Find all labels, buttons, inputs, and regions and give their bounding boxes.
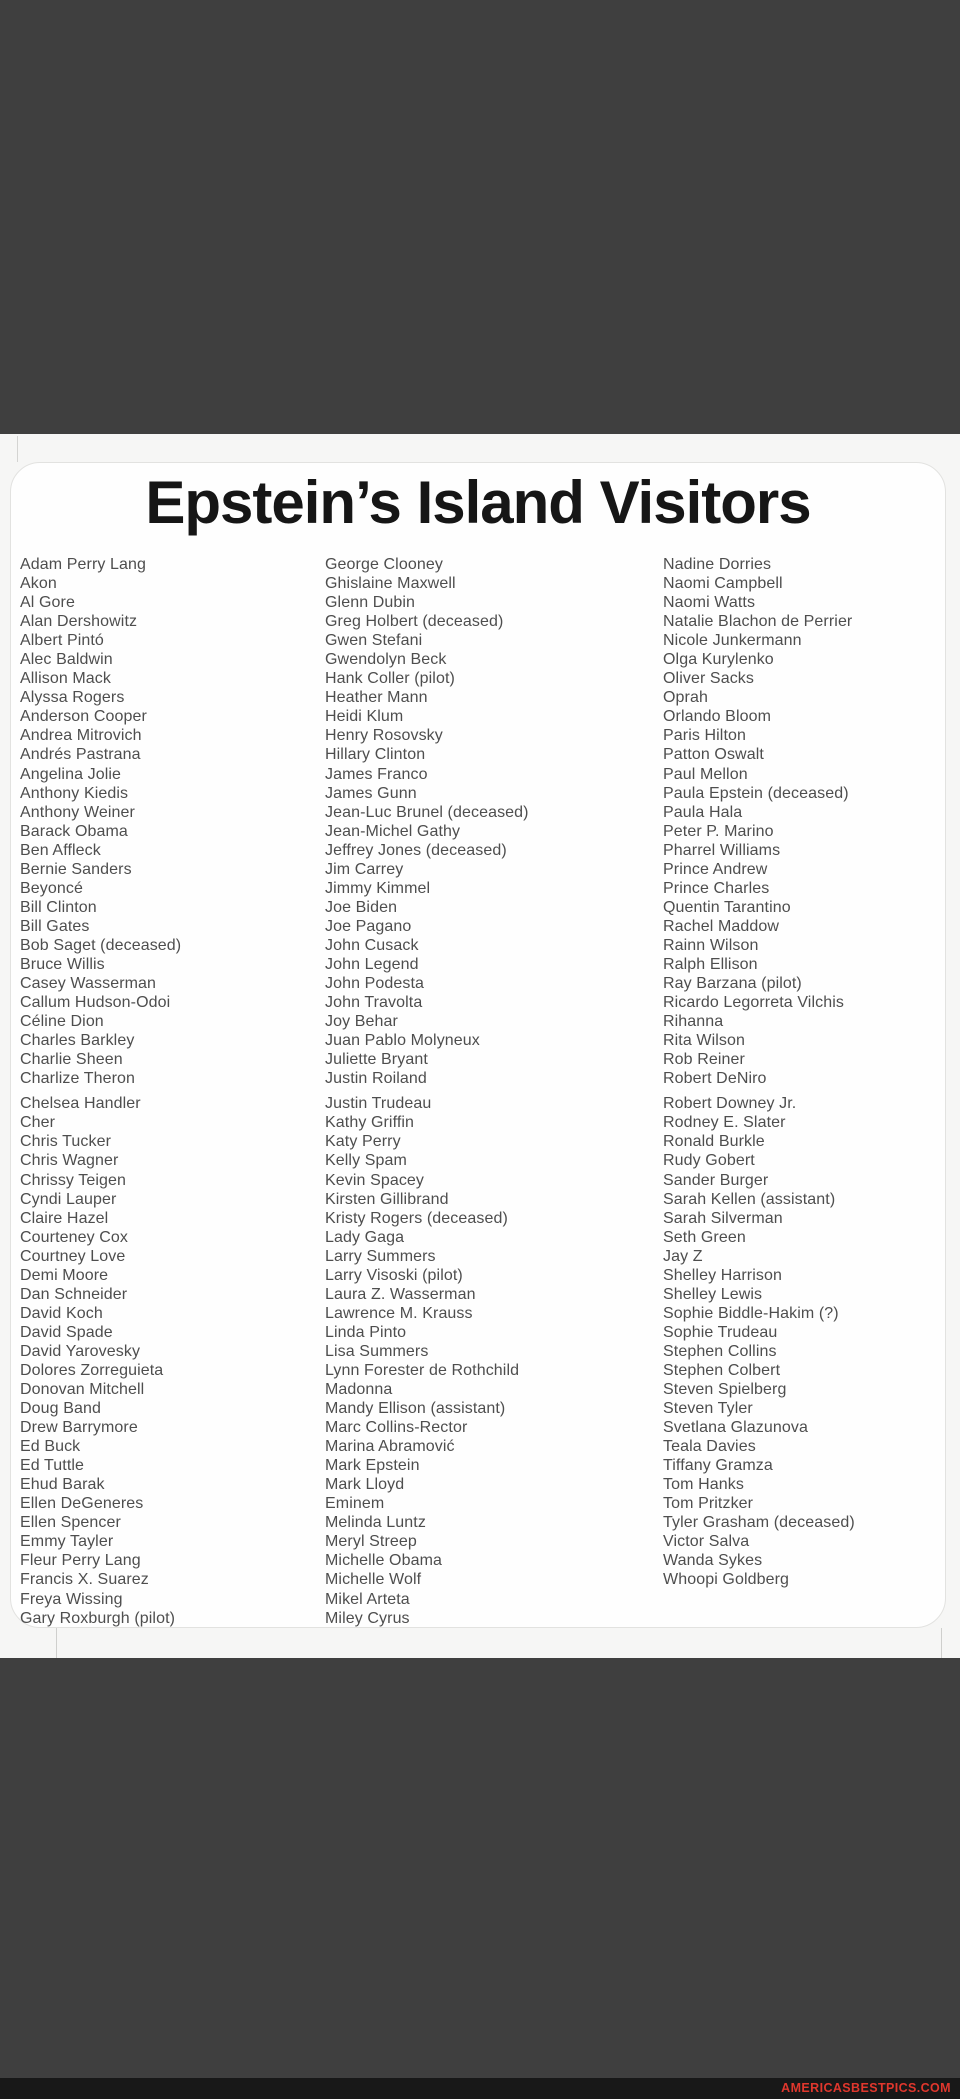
watermark-text: AMERICASBESTPICS.COM bbox=[781, 2081, 951, 2095]
visitor-name: Robert DeNiro bbox=[663, 1070, 767, 1088]
visitor-name: Seth Green bbox=[663, 1228, 746, 1246]
page-edge-line-bottom-right bbox=[941, 1628, 942, 1658]
visitor-name: Dolores Zorreguieta bbox=[20, 1361, 164, 1379]
visitor-name: Mark Lloyd bbox=[325, 1476, 405, 1494]
visitor-name: George Clooney bbox=[325, 556, 443, 573]
visitor-name: Orlando Bloom bbox=[663, 708, 772, 726]
visitor-name: Claire Hazel bbox=[20, 1209, 109, 1227]
name-list-section bbox=[325, 555, 655, 1088]
visitor-name: Mikel Arteta bbox=[325, 1590, 410, 1608]
visitor-name: Casey Wasserman bbox=[20, 975, 157, 993]
visitor-name: Adam Perry Lang bbox=[20, 556, 147, 573]
visitor-name: Céline Dion bbox=[20, 1013, 104, 1031]
name-list-section bbox=[663, 555, 945, 1088]
visitor-name: Ellen DeGeneres bbox=[20, 1495, 144, 1513]
visitor-name: Greg Holbert (deceased) bbox=[325, 613, 504, 631]
visitor-name: Kathy Griffin bbox=[325, 1114, 415, 1132]
visitor-name: Natalie Blachon de Perrier bbox=[663, 613, 853, 631]
visitor-name: Ellen Spencer bbox=[20, 1514, 121, 1532]
visitor-name: Katy Perry bbox=[325, 1133, 401, 1151]
visitor-name: Al Gore bbox=[20, 594, 75, 612]
visitor-name: Kevin Spacey bbox=[325, 1171, 425, 1189]
visitor-name: Dan Schneider bbox=[20, 1285, 128, 1303]
visitor-name: Heidi Klum bbox=[325, 708, 404, 726]
visitor-name: Charlie Sheen bbox=[20, 1051, 123, 1069]
visitor-name: Peter P. Marino bbox=[663, 822, 774, 840]
page-edge-line-top bbox=[17, 436, 18, 462]
visitor-name: Whoopi Goldberg bbox=[663, 1571, 790, 1589]
visitor-name: Hank Coller (pilot) bbox=[325, 670, 455, 688]
visitor-name: Prince Charles bbox=[663, 879, 770, 897]
visitor-name: Paula Hala bbox=[663, 803, 743, 821]
visitor-name: Akon bbox=[20, 575, 57, 593]
visitor-name: Robert Downey Jr. bbox=[663, 1095, 797, 1113]
visitor-name: Quentin Tarantino bbox=[663, 898, 791, 916]
visitor-name: Naomi Campbell bbox=[663, 575, 783, 593]
visitor-name: Laura Z. Wasserman bbox=[325, 1285, 476, 1303]
visitor-name: Ghislaine Maxwell bbox=[325, 575, 456, 593]
visitor-name: Bill Clinton bbox=[20, 898, 97, 916]
watermark-bar bbox=[0, 2078, 960, 2099]
visitor-name: Lady Gaga bbox=[325, 1228, 405, 1246]
visitor-name: Rita Wilson bbox=[663, 1032, 746, 1050]
visitor-name: Barack Obama bbox=[20, 822, 128, 840]
visitor-name: Chrissy Teigen bbox=[20, 1171, 127, 1189]
visitor-name: Steven Tyler bbox=[663, 1400, 753, 1418]
visitor-name: Kirsten Gillibrand bbox=[325, 1190, 449, 1208]
visitor-name: John Legend bbox=[325, 955, 419, 973]
visitor-name: Andrés Pastrana bbox=[20, 746, 141, 764]
visitor-name: Henry Rosovsky bbox=[325, 727, 443, 745]
visitor-name: Steven Spielberg bbox=[663, 1381, 787, 1399]
name-list-section bbox=[20, 1094, 318, 1627]
visitor-name: Kelly Spam bbox=[325, 1152, 407, 1170]
visitor-name: Allison Mack bbox=[20, 670, 112, 688]
visitor-name: Joe Biden bbox=[325, 898, 398, 916]
visitor-name: Victor Salva bbox=[663, 1533, 750, 1551]
visitor-name: Tom Pritzker bbox=[663, 1495, 754, 1513]
visitor-name: David Koch bbox=[20, 1304, 103, 1322]
name-list-section bbox=[20, 555, 318, 1088]
visitor-name: Ehud Barak bbox=[20, 1476, 105, 1494]
visitor-name: Rachel Maddow bbox=[663, 917, 780, 935]
visitor-name: Doug Band bbox=[20, 1400, 101, 1418]
page-edge-line-bottom-left bbox=[56, 1628, 57, 1658]
visitor-name: Melinda Luntz bbox=[325, 1514, 426, 1532]
visitor-name: Juliette Bryant bbox=[325, 1051, 428, 1069]
visitor-name: Ed Buck bbox=[20, 1438, 81, 1456]
visitor-name: Marc Collins-Rector bbox=[325, 1419, 468, 1437]
visitor-name: Rob Reiner bbox=[663, 1051, 745, 1069]
visitor-name: Anderson Cooper bbox=[20, 708, 147, 726]
visitor-name: Jean-Michel Gathy bbox=[325, 822, 461, 840]
visitor-name: Hillary Clinton bbox=[325, 746, 426, 764]
visitor-name: Rodney E. Slater bbox=[663, 1114, 786, 1132]
visitor-name: Francis X. Suarez bbox=[20, 1571, 149, 1589]
visitor-name: Charlize Theron bbox=[20, 1070, 136, 1088]
visitor-name: David Spade bbox=[20, 1323, 113, 1341]
visitor-name: Madonna bbox=[325, 1381, 393, 1399]
visitor-name: Alan Dershowitz bbox=[20, 613, 138, 631]
visitor-name: Joy Behar bbox=[325, 1013, 398, 1031]
visitor-name: Bob Saget (deceased) bbox=[20, 936, 182, 954]
visitor-name: Sophie Biddle-Hakim (?) bbox=[663, 1304, 839, 1322]
visitor-name: Prince Andrew bbox=[663, 860, 768, 878]
visitor-name: Cyndi Lauper bbox=[20, 1190, 117, 1208]
visitor-name: Rudy Gobert bbox=[663, 1152, 755, 1170]
visitor-name: Mark Epstein bbox=[325, 1457, 420, 1475]
visitor-name: Wanda Sykes bbox=[663, 1552, 763, 1570]
visitor-name: Paula Epstein (deceased) bbox=[663, 784, 849, 802]
visitor-name: Jeffrey Jones (deceased) bbox=[325, 841, 507, 859]
visitor-name: Paris Hilton bbox=[663, 727, 747, 745]
visitor-name: Charles Barkley bbox=[20, 1032, 135, 1050]
visitor-name: John Cusack bbox=[325, 936, 419, 954]
visitor-name: Courtney Love bbox=[20, 1247, 126, 1265]
visitor-name: Naomi Watts bbox=[663, 594, 756, 612]
names-area bbox=[11, 555, 945, 1627]
name-list-section bbox=[325, 1094, 655, 1627]
visitor-name: James Franco bbox=[325, 765, 428, 783]
name-column-2 bbox=[325, 555, 655, 1628]
visitor-name: Bruce Willis bbox=[20, 955, 105, 973]
visitor-name: Jim Carrey bbox=[325, 860, 404, 878]
visitor-name: Ralph Ellison bbox=[663, 955, 758, 973]
visitor-name: Nicole Junkermann bbox=[663, 632, 802, 650]
visitor-name: Ray Barzana (pilot) bbox=[663, 975, 802, 993]
visitor-name: Alyssa Rogers bbox=[20, 689, 125, 707]
visitor-name: Patton Oswalt bbox=[663, 746, 764, 764]
visitor-name: Albert Pintó bbox=[20, 632, 104, 650]
visitor-name: Bill Gates bbox=[20, 917, 90, 935]
visitor-name: Bernie Sanders bbox=[20, 860, 132, 878]
visitor-name: Anthony Weiner bbox=[20, 803, 135, 821]
visitor-name: Sarah Kellen (assistant) bbox=[663, 1190, 836, 1208]
visitor-name: Gary Roxburgh (pilot) bbox=[20, 1609, 176, 1627]
visitor-name: Jimmy Kimmel bbox=[325, 879, 431, 897]
visitor-list-card bbox=[10, 462, 946, 1628]
visitor-name: Linda Pinto bbox=[325, 1323, 407, 1341]
visitor-name: Jean-Luc Brunel (deceased) bbox=[325, 803, 529, 821]
visitor-name: Ed Tuttle bbox=[20, 1457, 85, 1475]
visitor-name: Justin Trudeau bbox=[325, 1095, 432, 1113]
visitor-name: Gwen Stefani bbox=[325, 632, 423, 650]
visitor-name: Chelsea Handler bbox=[20, 1095, 141, 1113]
visitor-name: Anthony Kiedis bbox=[20, 784, 129, 802]
visitor-name: Svetlana Glazunova bbox=[663, 1419, 809, 1437]
visitor-name: John Travolta bbox=[325, 994, 423, 1012]
visitor-name: Drew Barrymore bbox=[20, 1419, 138, 1437]
visitor-name: Andrea Mitrovich bbox=[20, 727, 142, 745]
visitor-name: Demi Moore bbox=[20, 1266, 109, 1284]
visitor-name: Miley Cyrus bbox=[325, 1609, 410, 1627]
visitor-name: Rainn Wilson bbox=[663, 936, 759, 954]
visitor-name: Tiffany Gramza bbox=[663, 1457, 773, 1475]
visitor-name: Paul Mellon bbox=[663, 765, 748, 783]
visitor-name: Kristy Rogers (deceased) bbox=[325, 1209, 508, 1227]
visitor-name: Shelley Harrison bbox=[663, 1266, 782, 1284]
visitor-name: Alec Baldwin bbox=[20, 651, 113, 669]
visitor-name: Justin Roiland bbox=[325, 1070, 427, 1088]
visitor-name: Sophie Trudeau bbox=[663, 1323, 778, 1341]
visitor-name: Eminem bbox=[325, 1495, 385, 1513]
visitor-name: Stephen Colbert bbox=[663, 1361, 781, 1379]
visitor-name: Marina Abramović bbox=[325, 1438, 455, 1456]
visitor-name: Cher bbox=[20, 1114, 56, 1132]
visitor-name: Callum Hudson-Odoi bbox=[20, 994, 171, 1012]
visitor-name: Stephen Collins bbox=[663, 1342, 777, 1360]
visitor-name: Juan Pablo Molyneux bbox=[325, 1032, 480, 1050]
visitor-name: Oprah bbox=[663, 689, 708, 707]
visitor-name: Ricardo Legorreta Vilchis bbox=[663, 994, 844, 1012]
visitor-name: Heather Mann bbox=[325, 689, 428, 707]
visitor-name: Larry Summers bbox=[325, 1247, 436, 1265]
visitor-name: Shelley Lewis bbox=[663, 1285, 763, 1303]
visitor-name: Larry Visoski (pilot) bbox=[325, 1266, 463, 1284]
visitor-name: David Yarovesky bbox=[20, 1342, 141, 1360]
visitor-name: Teala Davies bbox=[663, 1438, 756, 1456]
visitor-name: Pharrel Williams bbox=[663, 841, 781, 859]
visitor-name: Donovan Mitchell bbox=[20, 1381, 145, 1399]
visitor-name: Oliver Sacks bbox=[663, 670, 754, 688]
visitor-name: Chris Wagner bbox=[20, 1152, 119, 1170]
visitor-name: Ronald Burkle bbox=[663, 1133, 765, 1151]
visitor-name: Sarah Silverman bbox=[663, 1209, 783, 1227]
page-title: Epstein’s Island Visitors bbox=[145, 469, 811, 536]
visitor-name: Tyler Grasham (deceased) bbox=[663, 1514, 855, 1532]
visitor-name: James Gunn bbox=[325, 784, 417, 802]
visitor-name: Ben Affleck bbox=[20, 841, 101, 859]
visitor-name: Lisa Summers bbox=[325, 1342, 429, 1360]
visitor-name: Mandy Ellison (assistant) bbox=[325, 1400, 506, 1418]
visitor-name: Joe Pagano bbox=[325, 917, 412, 935]
visitor-name: Michelle Obama bbox=[325, 1552, 443, 1570]
name-column-3 bbox=[663, 555, 945, 1590]
name-column-1 bbox=[20, 555, 318, 1628]
visitor-name: Michelle Wolf bbox=[325, 1571, 422, 1589]
visitor-name: John Podesta bbox=[325, 975, 425, 993]
visitor-name: Rihanna bbox=[663, 1013, 724, 1031]
visitor-name: Courteney Cox bbox=[20, 1228, 129, 1246]
visitor-name: Olga Kurylenko bbox=[663, 651, 774, 669]
visitor-name: Sander Burger bbox=[663, 1171, 769, 1189]
visitor-name: Jay Z bbox=[663, 1247, 703, 1265]
visitor-name: Gwendolyn Beck bbox=[325, 651, 447, 669]
visitor-name: Lawrence M. Krauss bbox=[325, 1304, 473, 1322]
visitor-name: Fleur Perry Lang bbox=[20, 1552, 141, 1570]
visitor-name: Nadine Dorries bbox=[663, 556, 772, 573]
visitor-name: Glenn Dubin bbox=[325, 594, 416, 612]
visitor-name: Lynn Forester de Rothchild bbox=[325, 1361, 520, 1379]
visitor-name: Beyoncé bbox=[20, 879, 83, 897]
visitor-name: Emmy Tayler bbox=[20, 1533, 114, 1551]
visitor-name: Chris Tucker bbox=[20, 1133, 111, 1151]
visitor-name: Freya Wissing bbox=[20, 1590, 123, 1608]
visitor-name: Tom Hanks bbox=[663, 1476, 744, 1494]
name-list-section bbox=[663, 1094, 945, 1589]
visitor-name: Angelina Jolie bbox=[20, 765, 122, 783]
visitor-name: Meryl Streep bbox=[325, 1533, 417, 1551]
